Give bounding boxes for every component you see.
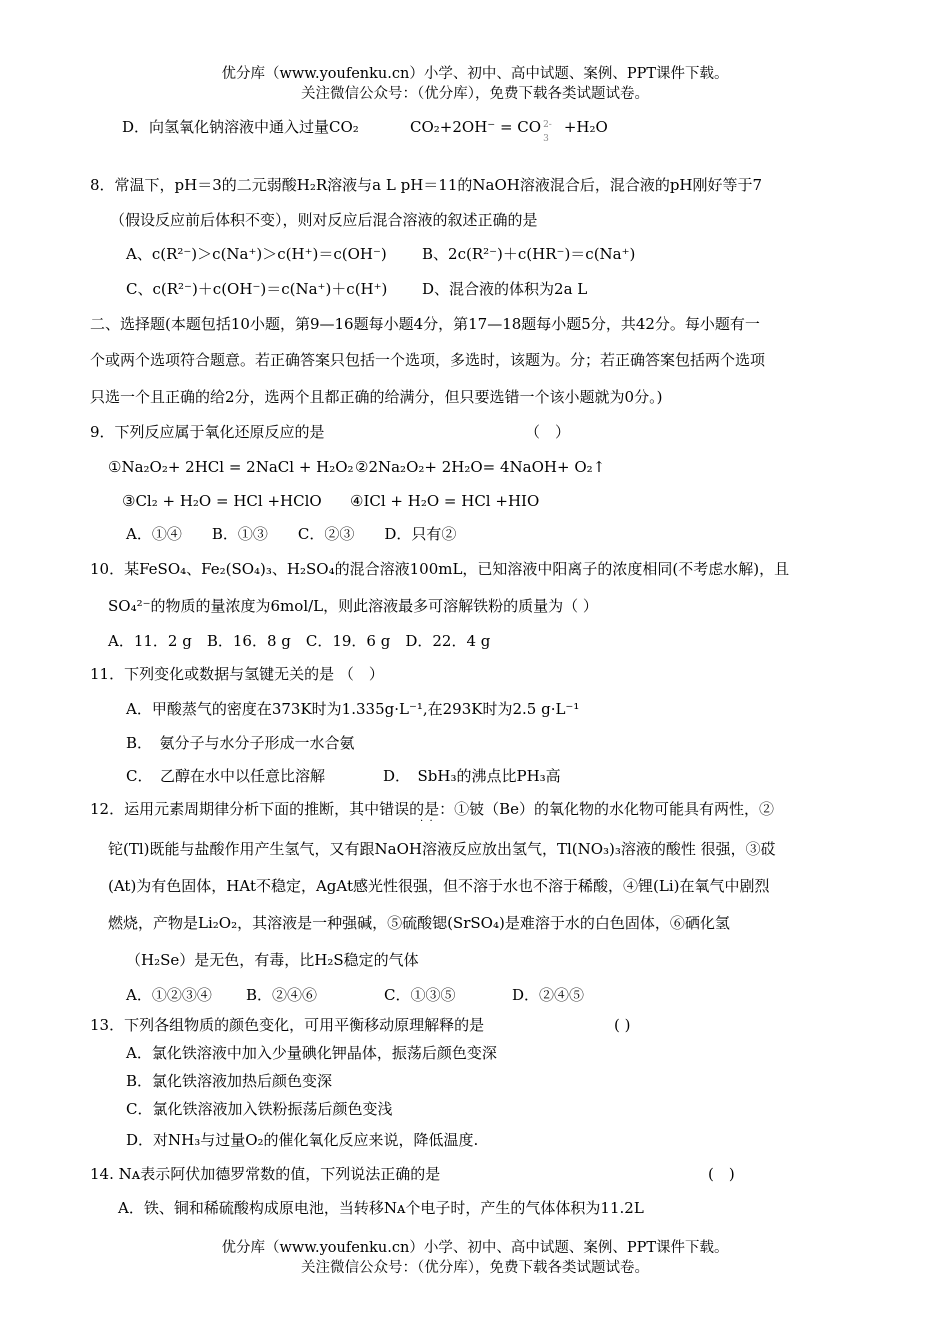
q8-stem-line-1: 8．常温下，pH＝3的二元弱酸H₂R溶液与a L pH＝11的NaOH溶液混合后，混合液的pH刚好等于7 xyxy=(90,176,763,194)
q12-line-5: （H₂Se）是无色，有毒，比H₂S稳定的气体 xyxy=(126,951,419,969)
emphasis-dots: · · xyxy=(420,816,433,827)
q7-equation-main: CO₂+2OH⁻ = CO xyxy=(410,118,542,136)
q7-equation-tail: +H₂O xyxy=(563,118,608,136)
q9-answer-paren: （ ） xyxy=(525,423,571,441)
q9-stem: 9．下列反应属于氧化还原反应的是 xyxy=(90,423,325,441)
q14-option-a: A．铁、铜和稀硫酸构成原电池，当转移Nᴀ个电子时，产生的气体体积为11.2L xyxy=(118,1199,644,1217)
q8-option-d: D、混合液的体积为2a L xyxy=(422,280,588,298)
q12-line-1: 12．运用元素周期律分析下面的推断，其中错误的是：①铍（Be）的氧化物的水化物可能具有两性，② xyxy=(90,800,774,818)
q13-option-a: A．氯化铁溶液中加入少量碘化钾晶体，振荡后颜色变深 xyxy=(126,1044,497,1062)
q14-answer-paren: ( ) xyxy=(708,1165,735,1183)
q12-line-3: (At)为有色固体，HAt不稳定，AgAt感光性很强，但不溶于水也不溶于稀酸，④锂(Li)在氧气中剧烈 xyxy=(108,877,770,895)
q8-option-c: C、c(R²⁻)＋c(OH⁻)＝c(Na⁺)＋c(H⁺) xyxy=(126,280,388,298)
footer-line-2: 关注微信公众号：（优分库），免费下载各类试题试卷。 xyxy=(301,1260,649,1276)
q12-option-a: A．①②③④ xyxy=(126,986,212,1004)
q12-line-2: 铊(Tl)既能与盐酸作用产生氢气，又有跟NaOH溶液反应放出氢气，Tl(NO₃)₃溶液的酸性 很强，③砹 xyxy=(108,840,776,858)
q11-stem: 11．下列变化或数据与氢键无关的是 （ ） xyxy=(90,665,384,683)
q8-option-b: B、2c(R²⁻)＋c(HR⁻)＝c(Na⁺) xyxy=(422,245,636,263)
q14-stem: 14. Nᴀ表示阿伏加德罗常数的值，下列说法正确的是 xyxy=(90,1165,441,1183)
q13-option-c: C．氯化铁溶液加入铁粉振荡后颜色变浅 xyxy=(126,1100,393,1118)
q7-option-d-equation xyxy=(410,118,608,144)
q11-option-d: D． SbH₃的沸点比PH₃高 xyxy=(383,767,561,785)
q13-answer-paren: ( ) xyxy=(614,1016,631,1034)
q11-option-c: C． 乙醇在水中以任意比溶解 xyxy=(126,767,325,785)
q13-stem: 13．下列各组物质的颜色变化，可用平衡移动原理解释的是 xyxy=(90,1016,485,1034)
q12-option-b: B．②④⑥ xyxy=(246,986,318,1004)
header-line-1: 优分库（www.youfenku.cn）小学、初中、高中试题、案例、PPT课件下载。 xyxy=(221,66,729,82)
q9-reaction-1: ①Na₂O₂+ 2HCl = 2NaCl + H₂O₂ xyxy=(108,458,354,476)
q12-option-c: C．①③⑤ xyxy=(384,986,456,1004)
q8-option-a: A、c(R²⁻)＞c(Na⁺)＞c(H⁺)＝c(OH⁻) xyxy=(126,245,387,263)
q9-reaction-2: ②2Na₂O₂+ 2H₂O= 4NaOH+ O₂↑ xyxy=(355,458,606,476)
q13-option-d: D．对NH₃与过量O₂的催化氧化反应来说，降低温度. xyxy=(126,1131,479,1149)
q9-options: A．①④ B．①③ C．②③ D．只有② xyxy=(126,525,457,543)
q11-option-a: A．甲酸蒸气的密度在373K时为1.335g·L⁻¹,在293K时为2.5 g·L⁻¹ xyxy=(126,700,580,718)
q9-reaction-3: ③Cl₂ + H₂O = HCl +HClO xyxy=(122,492,322,510)
section-2-line-2: 个或两个选项符合题意。若正确答案只包括一个选项，多选时，该题为。分；若正确答案包括两个选项 xyxy=(90,351,766,369)
section-2-line-3: 只选一个且正确的给2分，选两个且都正确的给满分，但只要选错一个该小题就为0分。) xyxy=(90,388,663,406)
q10-stem-line-2: SO₄²⁻的物质的量浓度为6mol/L，则此溶液最多可溶解铁粉的质量为（ ） xyxy=(108,597,598,615)
header-line-2: 关注微信公众号：（优分库），免费下载各类试题试卷。 xyxy=(301,86,649,102)
q7-option-d-text: D．向氢氧化钠溶液中通入过量CO₂ xyxy=(122,118,359,136)
q7-equation-sub: 3 xyxy=(543,134,549,144)
q13-option-b: B．氯化铁溶液加热后颜色变深 xyxy=(126,1072,333,1090)
q11-option-b: B． 氨分子与水分子形成一水合氨 xyxy=(126,734,355,752)
q10-stem-line-1: 10．某FeSO₄、Fe₂(SO₄)₃、H₂SO₄的混合溶液100mL，已知溶液中阳离子的浓度相同(不考虑水解)，且 xyxy=(90,560,790,578)
q12-option-d: D．②④⑤ xyxy=(512,986,585,1004)
section-2-line-1: 二、选择题(本题包括10小题，第9—16题每小题4分，第17—18题每小题5分，共42分。每小题有一 xyxy=(90,315,760,333)
q10-options: A．11．2 g B．16．8 g C．19．6 g D．22．4 g xyxy=(108,632,491,650)
q9-reaction-4: ④ICl + H₂O = HCl +HIO xyxy=(350,492,540,510)
q12-line-4: 燃烧，产物是Li₂O₂，其溶液是一种强碱，⑤硫酸锶(SrSO₄)是难溶于水的白色固体，⑥硒化氢 xyxy=(108,914,730,932)
footer-line-1: 优分库（www.youfenku.cn）小学、初中、高中试题、案例、PPT课件下载。 xyxy=(221,1240,729,1256)
q8-stem-line-2: （假设反应前后体积不变），则对反应后混合溶液的叙述正确的是 xyxy=(110,211,538,229)
q7-equation-sup: 2- xyxy=(543,120,552,130)
